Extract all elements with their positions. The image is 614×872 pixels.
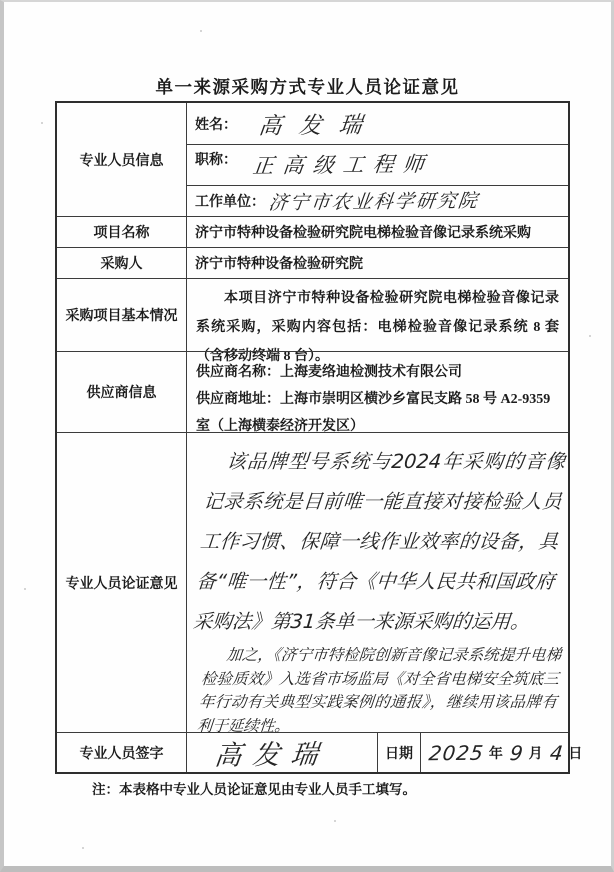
purchaser-value: 济宁市特种设备检验研究院 bbox=[195, 257, 363, 272]
row-project-overview bbox=[57, 278, 568, 364]
row-purchaser bbox=[57, 247, 568, 278]
supplier-info-label: 供应商信息 bbox=[57, 352, 187, 432]
date-year-handwritten: 2025 bbox=[427, 740, 486, 765]
signature-label: 专业人员签字 bbox=[57, 733, 187, 772]
date-month-unit: 月 bbox=[528, 746, 543, 762]
date-day-unit: 日 bbox=[568, 746, 583, 762]
work-unit-label: 工作单位： bbox=[195, 194, 265, 210]
work-unit-handwritten-value: 济宁市农业科学研究院 bbox=[267, 189, 481, 215]
signature-cell bbox=[187, 733, 378, 772]
work-unit-field-row bbox=[187, 186, 568, 215]
supplier-info-content bbox=[187, 352, 568, 432]
job-title-field-row bbox=[187, 145, 568, 186]
expert-opinion-label: 专业人员论证意见 bbox=[57, 433, 187, 732]
scan-speck bbox=[334, 820, 336, 822]
project-name-label: 项目名称 bbox=[57, 217, 187, 247]
name-field-row bbox=[187, 103, 568, 145]
footnote: 注：本表格中专业人员论证意见由专业人员手工填写。 bbox=[92, 782, 416, 797]
expert-opinion-content bbox=[187, 433, 568, 735]
name-handwritten-value: 高发瑞 bbox=[257, 112, 381, 140]
project-name-value: 济宁市特种设备检验研究院电梯检验音像记录系统采购 bbox=[195, 226, 531, 241]
project-overview-paragraph: 本项目济宁市特种设备检验研究院电梯检验音像记录系统采购，采购内容包括：电梯检验音像记录系统 8 套（含移动终端 8 台）。 bbox=[196, 291, 559, 364]
name-label: 姓名： bbox=[195, 118, 237, 133]
scan-speck bbox=[41, 122, 43, 124]
professional-info-content bbox=[187, 103, 568, 216]
project-overview-label: 采购项目基本情况 bbox=[57, 279, 187, 351]
project-overview-content bbox=[187, 279, 568, 364]
row-expert-opinion bbox=[57, 432, 568, 735]
date-month-handwritten: 9 bbox=[508, 740, 525, 765]
date-day-handwritten: 4 bbox=[548, 740, 565, 765]
date-year-unit: 年 bbox=[488, 746, 503, 762]
row-supplier-info bbox=[57, 351, 568, 432]
opinion-handwritten-paragraph-2: 加之，《济宁市特检院创新音像记录系统提升电梯检验质效》入选省市场监局《对全省电梯安全筑底三年行动有关典型实践案例的通报》，继续用该品牌有利于延续性。 bbox=[196, 646, 562, 735]
document-title: 单一来源采购方式专业人员论证意见 bbox=[155, 77, 460, 97]
purchaser-label: 采购人 bbox=[57, 248, 187, 278]
scan-speck bbox=[589, 335, 591, 337]
job-title-label: 职称： bbox=[195, 153, 237, 168]
supplier-name-line: 供应商名称：上海麦络迪检测技术有限公司 bbox=[196, 365, 462, 380]
job-title-handwritten-value: 正高级工程师 bbox=[251, 152, 435, 178]
supplier-address-line: 供应商地址：上海市崇明区横沙乡富民支路 58 号 A2-9359 室（上海横泰经济开发区） bbox=[196, 392, 551, 434]
opinion-handwritten-paragraph-1: 该品牌型号系统与2024年采购的音像记录系统是目前唯一能直接对接检验人员工作习惯、保障一线作业效率的设备，具备“唯一性”，符合《中华人民共和国政府采购法》第31条单一来源采购的运用。 bbox=[192, 450, 567, 633]
row-project-name bbox=[57, 216, 568, 247]
scan-speck bbox=[24, 588, 26, 590]
date-cell bbox=[421, 733, 586, 772]
scan-speck bbox=[200, 30, 202, 32]
scan-speck bbox=[82, 847, 84, 849]
date-label: 日期 bbox=[378, 733, 421, 772]
signature-handwritten-value: 高发瑞 bbox=[212, 739, 331, 772]
professional-info-label: 专业人员信息 bbox=[57, 103, 187, 216]
row-signature bbox=[57, 732, 583, 772]
opinion-form-table bbox=[55, 101, 583, 774]
row-professional-info bbox=[57, 103, 568, 216]
